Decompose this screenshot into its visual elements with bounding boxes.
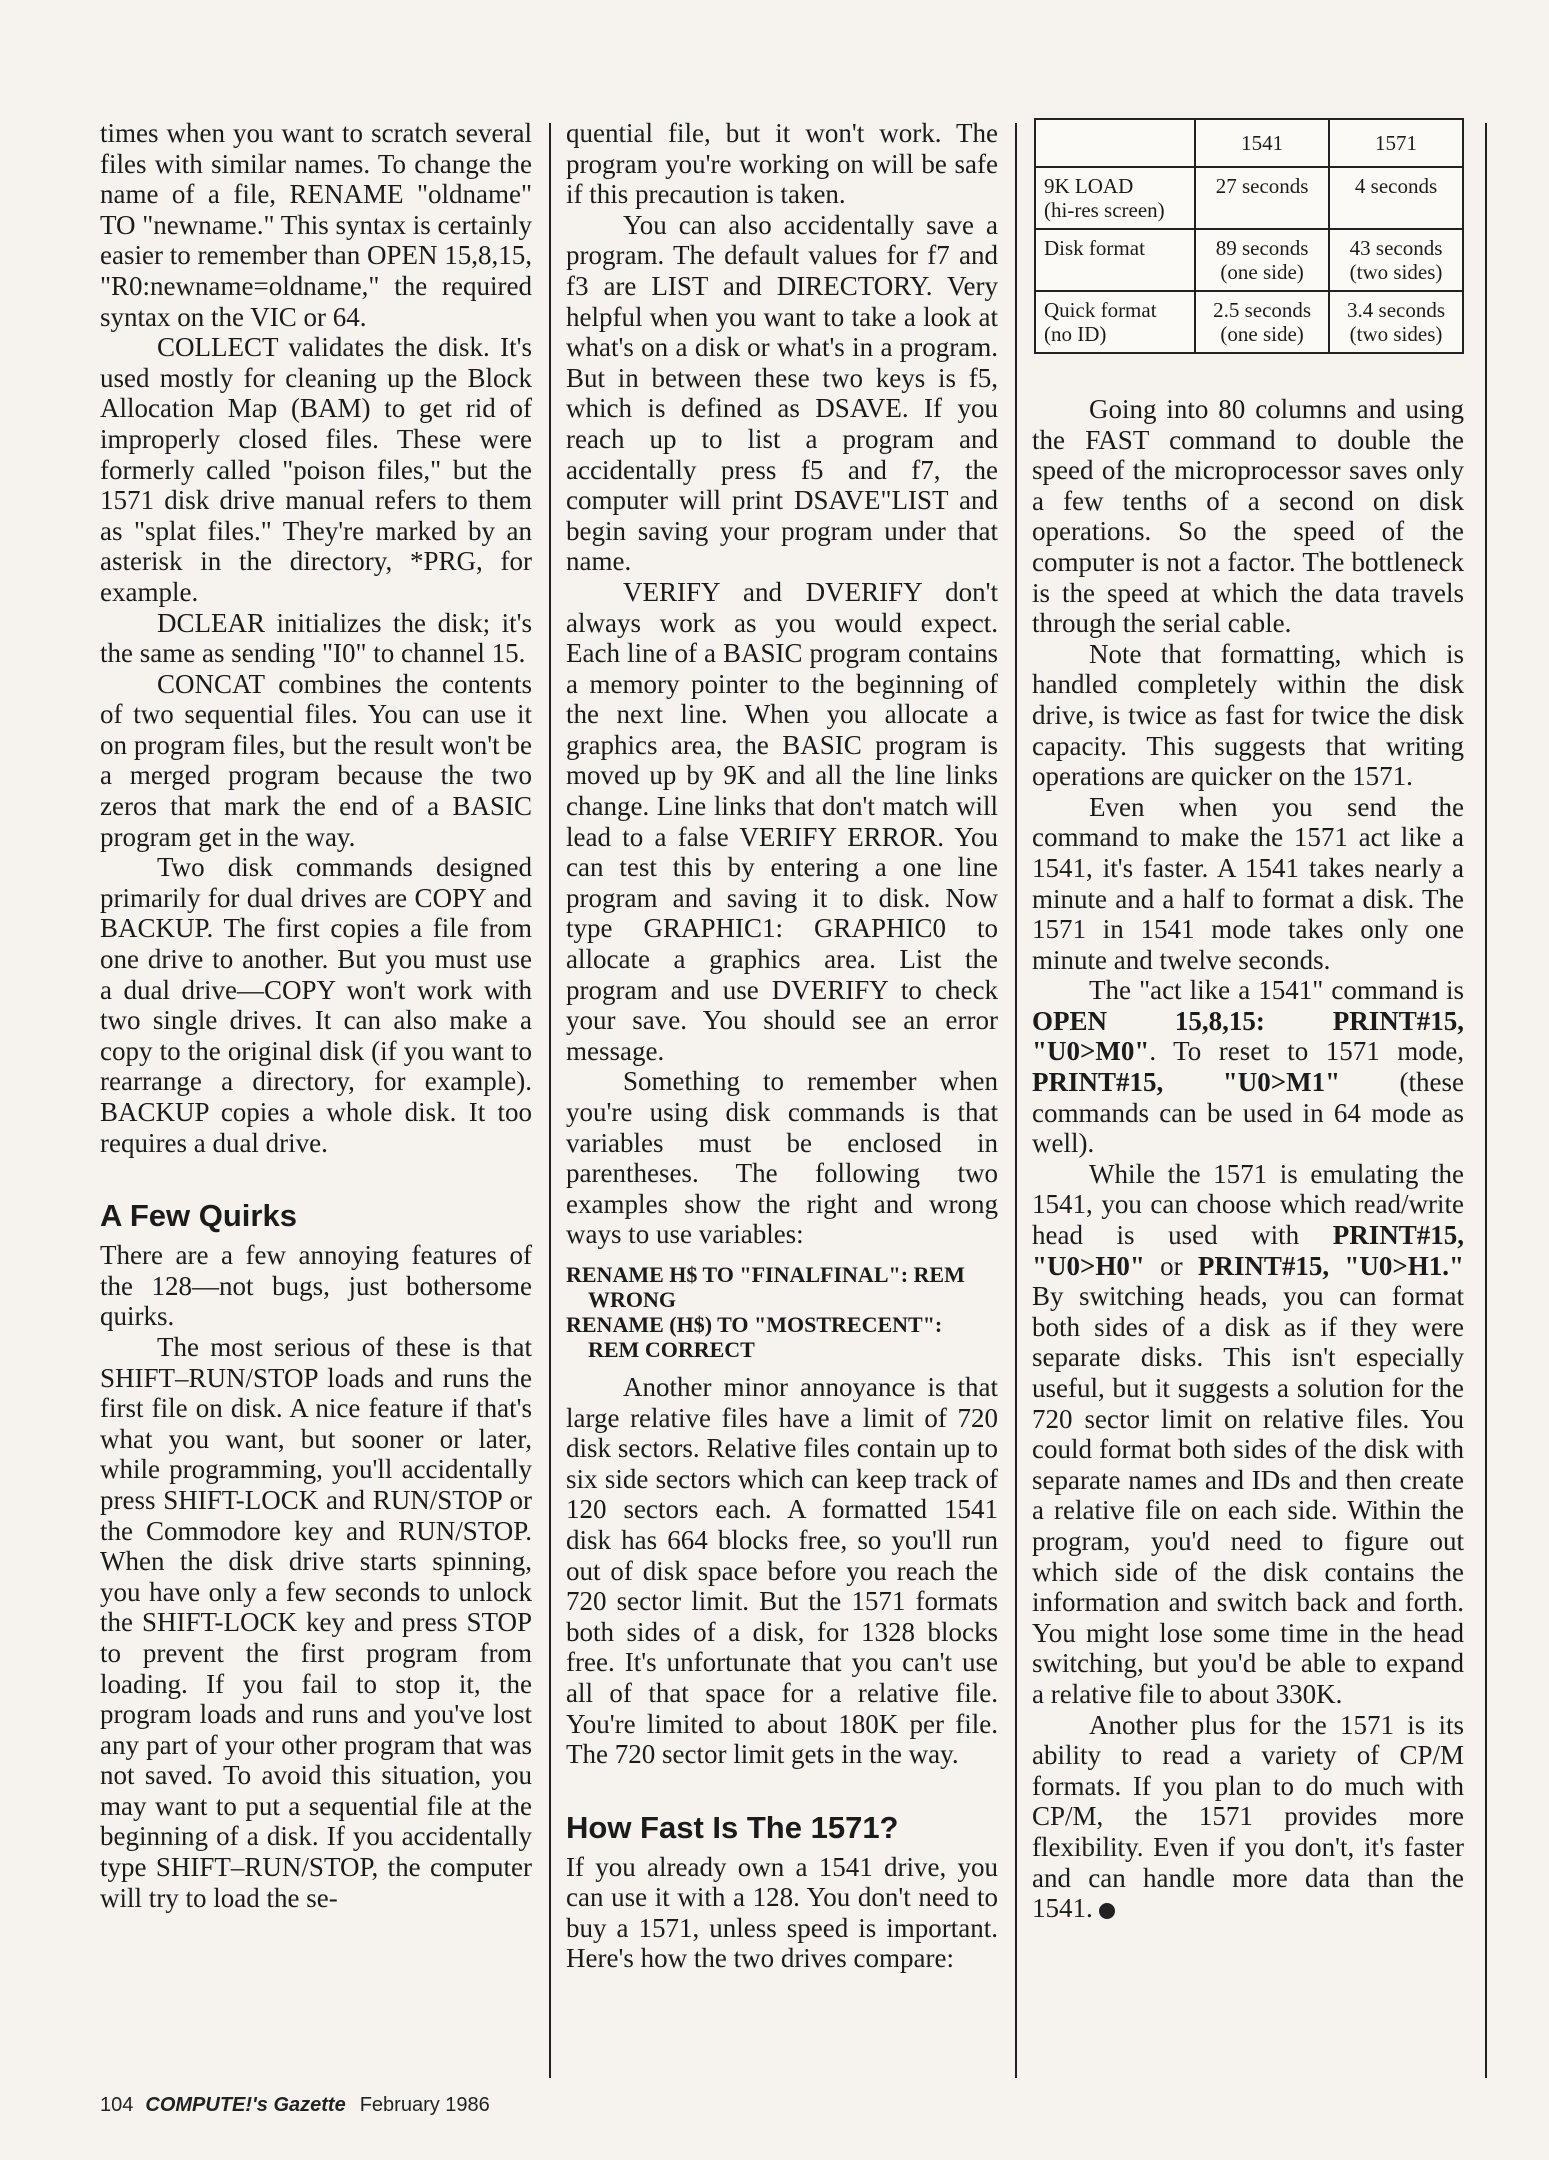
paragraph: quential file, but it won't work. The program you're working on will be safe if this precaution is taken. (566, 118, 998, 210)
paragraph: There are a few annoying features of the 128—not bugs, just bothersome quirks. (100, 1240, 532, 1332)
table-header-cell: 1571 (1329, 119, 1463, 167)
page-number: 104 (100, 2094, 134, 2116)
table-cell: 9K LOAD (hi-res screen) (1035, 167, 1195, 229)
column-rule-1 (549, 123, 551, 2078)
paragraph: Note that formatting, which is handled completely within the disk drive, is twice as fast for twice the disk capacity. This suggests that writing operations are quicker on the 1571. (1032, 638, 1464, 792)
code-line: REM CORRECT (588, 1336, 755, 1362)
code-example (566, 1262, 998, 1362)
end-of-article-icon (1099, 1903, 1115, 1919)
code-line: RENAME H$ TO "FINALFINAL": REM (566, 1261, 965, 1287)
paragraph: DCLEAR initializes the disk; it's the same as sending "I0" to channel 15. (100, 607, 532, 669)
column-rule-3 (1485, 123, 1487, 2078)
table-cell: 43 seconds (two sides) (1329, 229, 1463, 291)
issue-date: February 1986 (359, 2094, 490, 2116)
paragraph: Two disk commands designed primarily for dual drives are COPY and BACKUP. The first copies a file from one drive to another. But you must use a dual drive—COPY won't work with two single drives. It can also make a copy to the original disk (if you want to rearrange a directory, for example). BACKUP copies a whole disk. It too requires a dual drive. (100, 852, 532, 1158)
paragraph: Going into 80 columns and using the FAST command to double the speed of the microprocessor saves only a few tenths of a second on disk operations. So the speed of the computer is not a factor. The bottleneck is the speed at which the data travels through the serial cable. (1032, 394, 1464, 639)
paragraph: Another plus for the 1571 is its ability to read a variety of CP/M formats. If you plan to do much with CP/M, the 1571 provides more flexibility. Even if you don't, it's faster and can handle more data than the 1541. (1032, 1709, 1464, 1924)
comparison-table (1034, 118, 1464, 354)
section-heading-quirks: A Few Quirks (100, 1198, 297, 1234)
table-cell: 3.4 seconds (two sides) (1329, 291, 1463, 353)
paragraph: The "act like a 1541" command is OPEN 15,8,15: PRINT#15, "U0>M0". To reset to 1571 mode, PRINT#15, "U0>M1" (these commands can be used in 64 mode as well). (1032, 975, 1465, 1159)
paragraph: CONCAT combines the contents of two sequential files. You can use it on program files, but the result won't be a merged program because the two zeros that mark the end of a BASIC program get in the way. (100, 668, 532, 852)
paragraph: While the 1571 is emulating the 1541, you can choose which read/write head is used with PRINT#15, "U0>H0" or PRINT#15, "U0>H1." By switching heads, you can format both sides of a disk as if they were separate disks. This isn't especially useful, but it suggests a solution for the 720 sector limit on relative files. You could format both sides of the disk with separate names and IDs and then create a relative file on each side. Within the program, you'd need to figure out which side of the disk contains the information and switch back and forth. You might lose some time in the head switching, but you'd be able to expand a relative file to about 330K. (1032, 1158, 1464, 1709)
paragraph: Even when you send the command to make the 1571 act like a 1541, it's faster. A 1541 takes nearly a minute and a half to format a disk. The 1571 in 1541 mode takes only one minute and twelve seconds. (1032, 791, 1464, 975)
table-row (1035, 167, 1463, 229)
table-header-cell (1035, 119, 1195, 167)
table-row (1035, 229, 1463, 291)
paragraph: Another minor annoyance is that large relative files have a limit of 720 disk sectors. Relative files contain up to six side sectors which can keep track of 120 sectors each. A formatted 1541 disk has 664 blocks free, so you'll run out of disk space before you reach the 720 sector limit. But the 1571 formats both sides of a disk, for 1328 blocks free. It's unfortunate that you can't use all of that space for a relative file. You're limited to about 180K per file. The 720 sector limit gets in the way. (566, 1371, 998, 1770)
column-3 (1032, 118, 1464, 1924)
table-cell: Quick format (no ID) (1035, 291, 1195, 353)
table-cell: 89 seconds (one side) (1195, 229, 1329, 291)
table-header-row (1035, 119, 1463, 167)
table-header-cell: 1541 (1195, 119, 1329, 167)
table-cell: 2.5 seconds (one side) (1195, 291, 1329, 353)
publication-name: COMPUTE!'s Gazette (145, 2094, 346, 2116)
paragraph: COLLECT validates the disk. It's used mostly for cleaning up the Block Allocation Map (BAM) to get rid of improperly closed files. These were formerly called "poison files," but the 1571 disk drive manual refers to them as "splat files." They're marked by an asterisk in the directory, *PRG, for example. (100, 332, 532, 607)
paragraph: If you already own a 1541 drive, you can use it with a 128. You don't need to buy a 1571, unless speed is important. Here's how the two drives compare: (566, 1851, 998, 1974)
table-cell: Disk format (1035, 229, 1195, 291)
column-2 (566, 118, 998, 1974)
paragraph: VERIFY and DVERIFY don't always work as you would expect. Each line of a BASIC program contains a memory pointer to the beginning of the next line. When you allocate a graphics area, the BASIC program is moved up by 9K and all the line links change. Line links that don't match will lead to a false VERIFY ERROR. You can test this by entering a one line program and saving it to disk. Now type GRAPHIC1: GRAPHIC0 to allocate a graphics area. List the program and use DVERIFY to check your save. You should see an error message. (566, 576, 998, 1066)
code-line: WRONG (588, 1286, 676, 1312)
column-1 (100, 118, 532, 1913)
paragraph: You can also accidentally save a program. The default values for f7 and f3 are LIST and DIRECTORY. Very helpful when you want to take a look at what's on a disk or what's in a program. But in between these two keys is f5, which is defined as DSAVE. If you reach up to list a program and accidentally press f5 and f7, the computer will print DSAVE"LIST and begin saving your program under that name. (566, 209, 998, 577)
paragraph: times when you want to scratch several files with similar names. To change the name of a file, RENAME "oldname" TO "newname." This syntax is certainly easier to remember than OPEN 15,8,15, "R0:newname=oldname," the required syntax on the VIC or 64. (100, 118, 532, 332)
column-rule-2 (1015, 123, 1017, 2078)
paragraph: The most serious of these is that SHIFT–RUN/STOP loads and runs the first file on disk. A nice feature if that's what you want, but sooner or later, while programming, you'll accidentally press SHIFT-LOCK and RUN/STOP or the Commodore key and RUN/STOP. When the disk drive starts spinning, you have only a few seconds to unlock the SHIFT-LOCK key and press STOP to prevent the first program from loading. If you fail to stop it, the program loads and runs and you've lost any part of your other program that was not saved. To avoid this situation, you may want to put a sequential file at the beginning of a disk. If you accidentally type SHIFT–RUN/STOP, the computer will try to load the se- (100, 1331, 532, 1913)
code-line: RENAME (H$) TO "MOSTRECENT": (566, 1311, 943, 1337)
table-cell: 27 seconds (1195, 167, 1329, 229)
paragraph: Something to remember when you're using disk commands is that variables must be enclosed in parentheses. The following two examples show the right and wrong ways to use variables: (566, 1066, 998, 1250)
table-row (1035, 291, 1463, 353)
table-cell: 4 seconds (1329, 167, 1463, 229)
section-heading-how-fast: How Fast Is The 1571? (566, 1809, 899, 1845)
page-footer (100, 2094, 490, 2117)
